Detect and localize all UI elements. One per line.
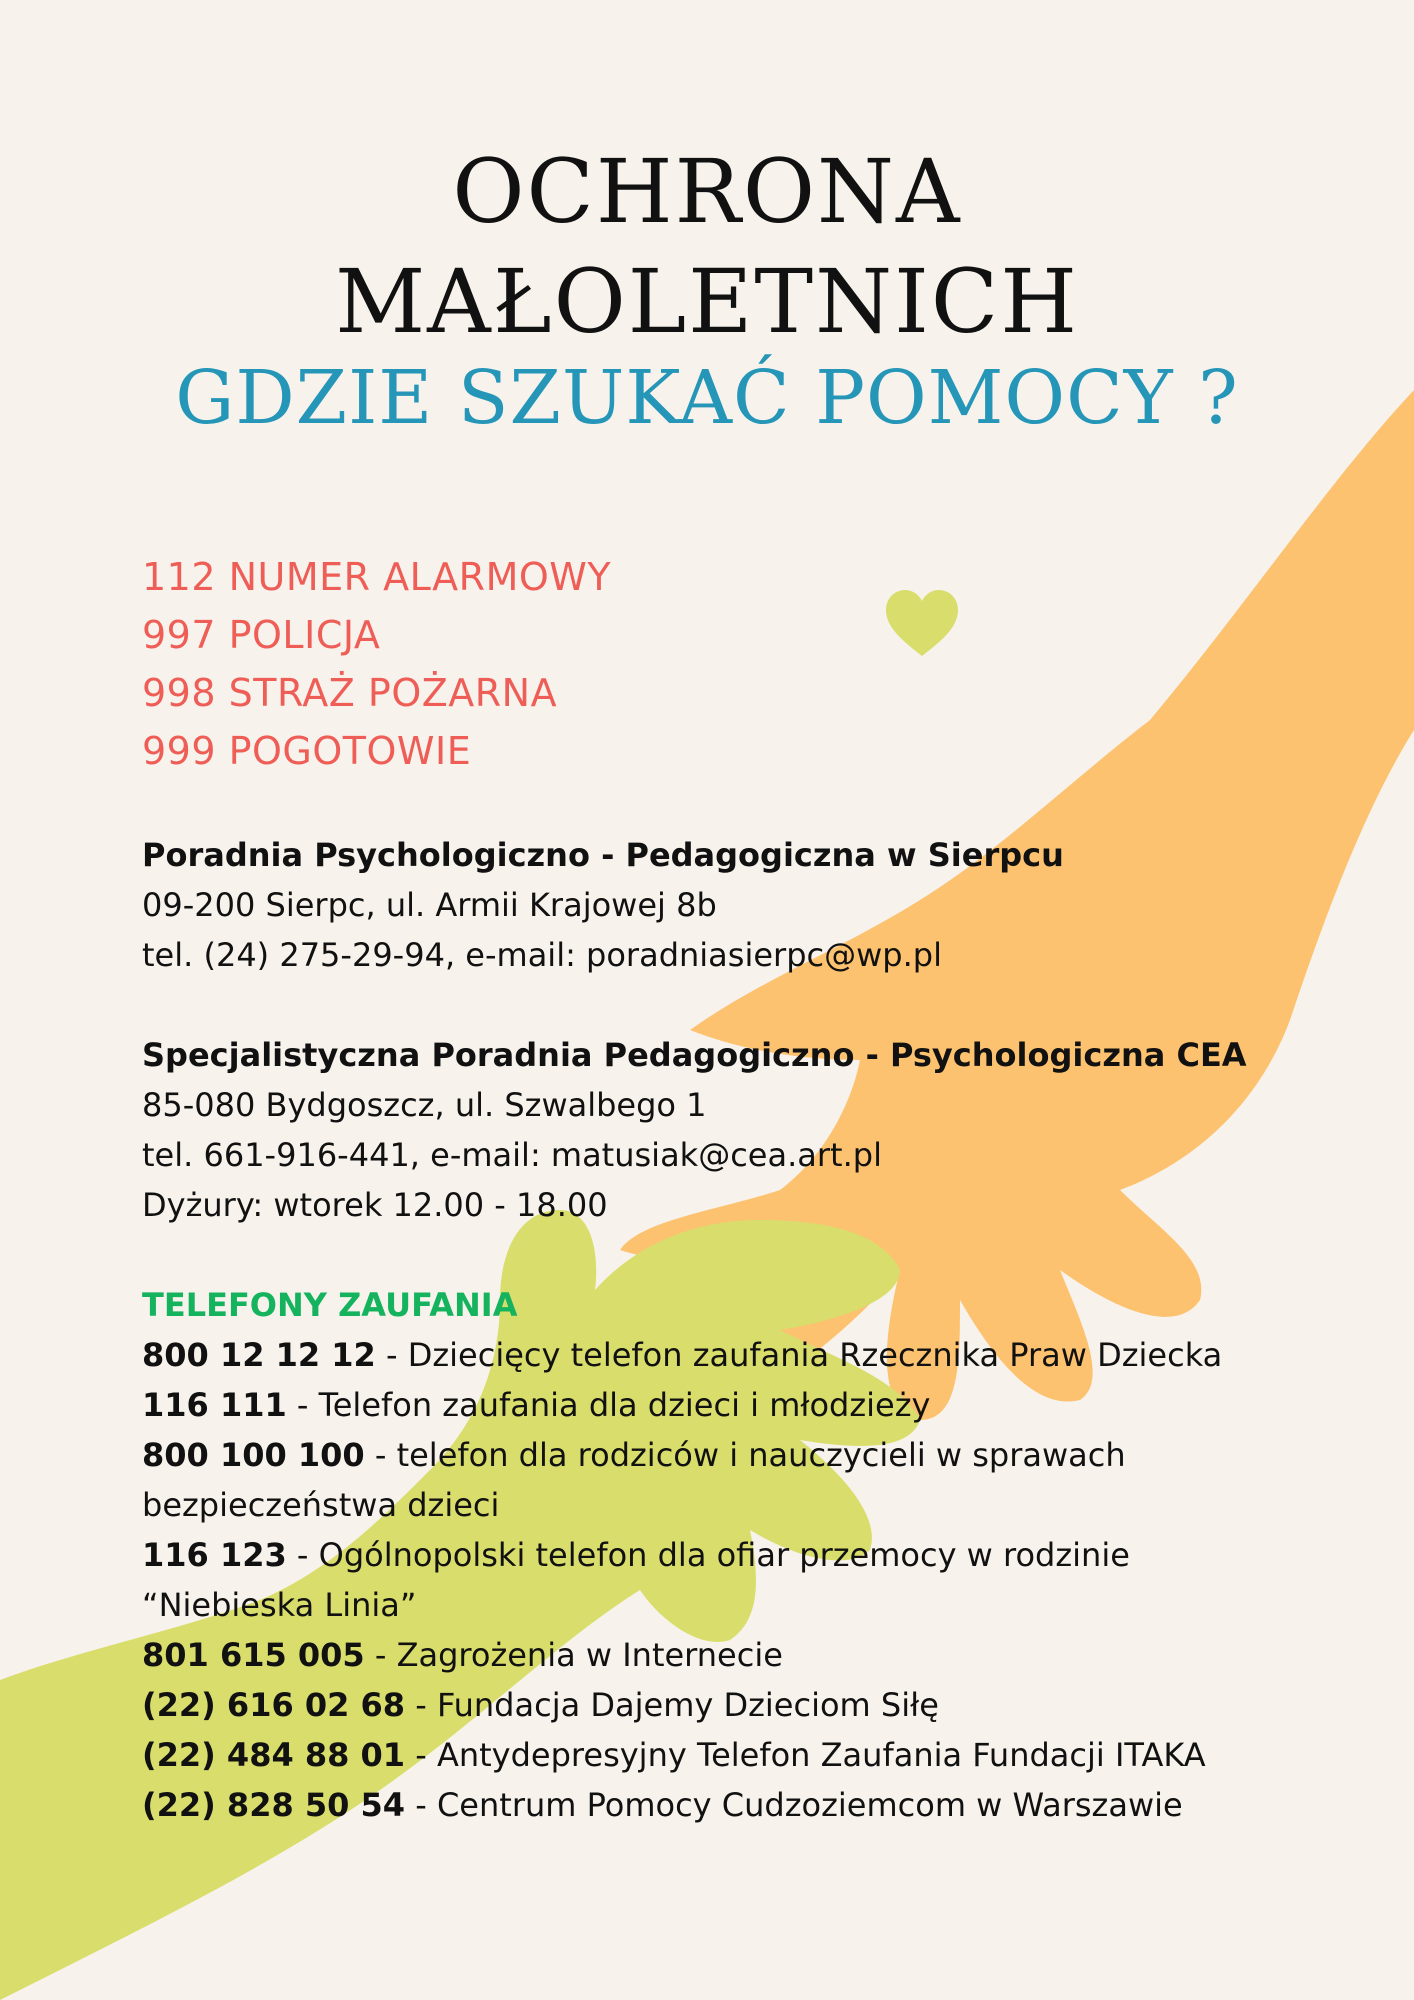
hotline-desc: - Telefon zaufania dla dzieci i młodzieży [286,1386,931,1424]
hotline-number: 800 12 12 12 [142,1336,376,1374]
clinic-contact: tel. 661-916-441, e-mail: matusiak@cea.art.pl [142,1136,882,1174]
heart-icon [884,588,960,658]
clinic-name: Specjalistyczna Poradnia Pedagogiczno - Psychologiczna CEA [142,1036,1247,1074]
hotlines-list [142,1330,1342,1830]
hotline-desc: - Ogólnopolski telefon dla ofiar przemocy w rodzinie [286,1536,1130,1574]
hotline-number: 116 123 [142,1536,287,1574]
title-line-ochrona: OCHRONA [452,140,962,243]
hotline-item [142,1380,1342,1430]
hotlines-section [142,1280,1342,1830]
hotline-desc: - Antydepresyjny Telefon Zaufania Fundacji ITAKA [405,1736,1206,1774]
hotline-item [142,1730,1342,1780]
hotline-desc: - Zagrożenia w Internecie [364,1636,783,1674]
hotline-number: (22) 616 02 68 [142,1686,406,1724]
hotline-item-continuation: “Niebieska Linia” [142,1586,417,1624]
hotline-number: 800 100 100 [142,1436,365,1474]
hotline-desc: - telefon dla rodziców i nauczycieli w sprawach [364,1436,1126,1474]
hotline-item [142,1330,1342,1380]
emergency-item: 997 POLICJA [142,613,381,657]
hotline-item [142,1530,1342,1580]
hotline-desc: - Centrum Pomocy Cudzoziemcom w Warszawie [405,1786,1183,1824]
hotline-item [142,1630,1342,1680]
clinic-sierpc [142,830,1064,980]
hotline-number: (22) 484 88 01 [142,1736,406,1774]
clinic-contact: tel. (24) 275-29-94, e-mail: poradniasierpc@wp.pl [142,936,942,974]
emergency-item: 999 POGOTOWIE [142,729,472,773]
hotline-item [142,1680,1342,1730]
clinic-address: 09-200 Sierpc, ul. Armii Krajowej 8b [142,886,717,924]
emergency-item: 112 NUMER ALARMOWY [142,555,612,599]
clinic-cea [142,1030,1247,1230]
hotline-number: (22) 828 50 54 [142,1786,406,1824]
hotline-item [142,1430,1342,1480]
emergency-numbers-list [142,548,611,780]
clinic-name: Poradnia Psychologiczno - Pedagogiczna w Sierpcu [142,836,1064,874]
hotline-item [142,1780,1342,1830]
hotline-desc: - Fundacja Dajemy Dzieciom Siłę [405,1686,939,1724]
hotline-number: 801 615 005 [142,1636,365,1674]
emergency-item: 998 STRAŻ POŻARNA [142,671,558,715]
clinic-address: 85-080 Bydgoszcz, ul. Szwalbego 1 [142,1086,707,1124]
hotline-number: 116 111 [142,1386,287,1424]
clinic-hours: Dyżury: wtorek 12.00 - 18.00 [142,1186,608,1224]
hotline-item-continuation: bezpieczeństwa dzieci [142,1486,500,1524]
title-line-maloletnich: MAŁOLETNICH [335,250,1079,353]
hotlines-title: TELEFONY ZAUFANIA [142,1286,518,1324]
subtitle-where-to-find-help: GDZIE SZUKAĆ POMOCY ? [175,355,1239,441]
hotline-desc: - Dziecięcy telefon zaufania Rzecznika Praw Dziecka [375,1336,1223,1374]
